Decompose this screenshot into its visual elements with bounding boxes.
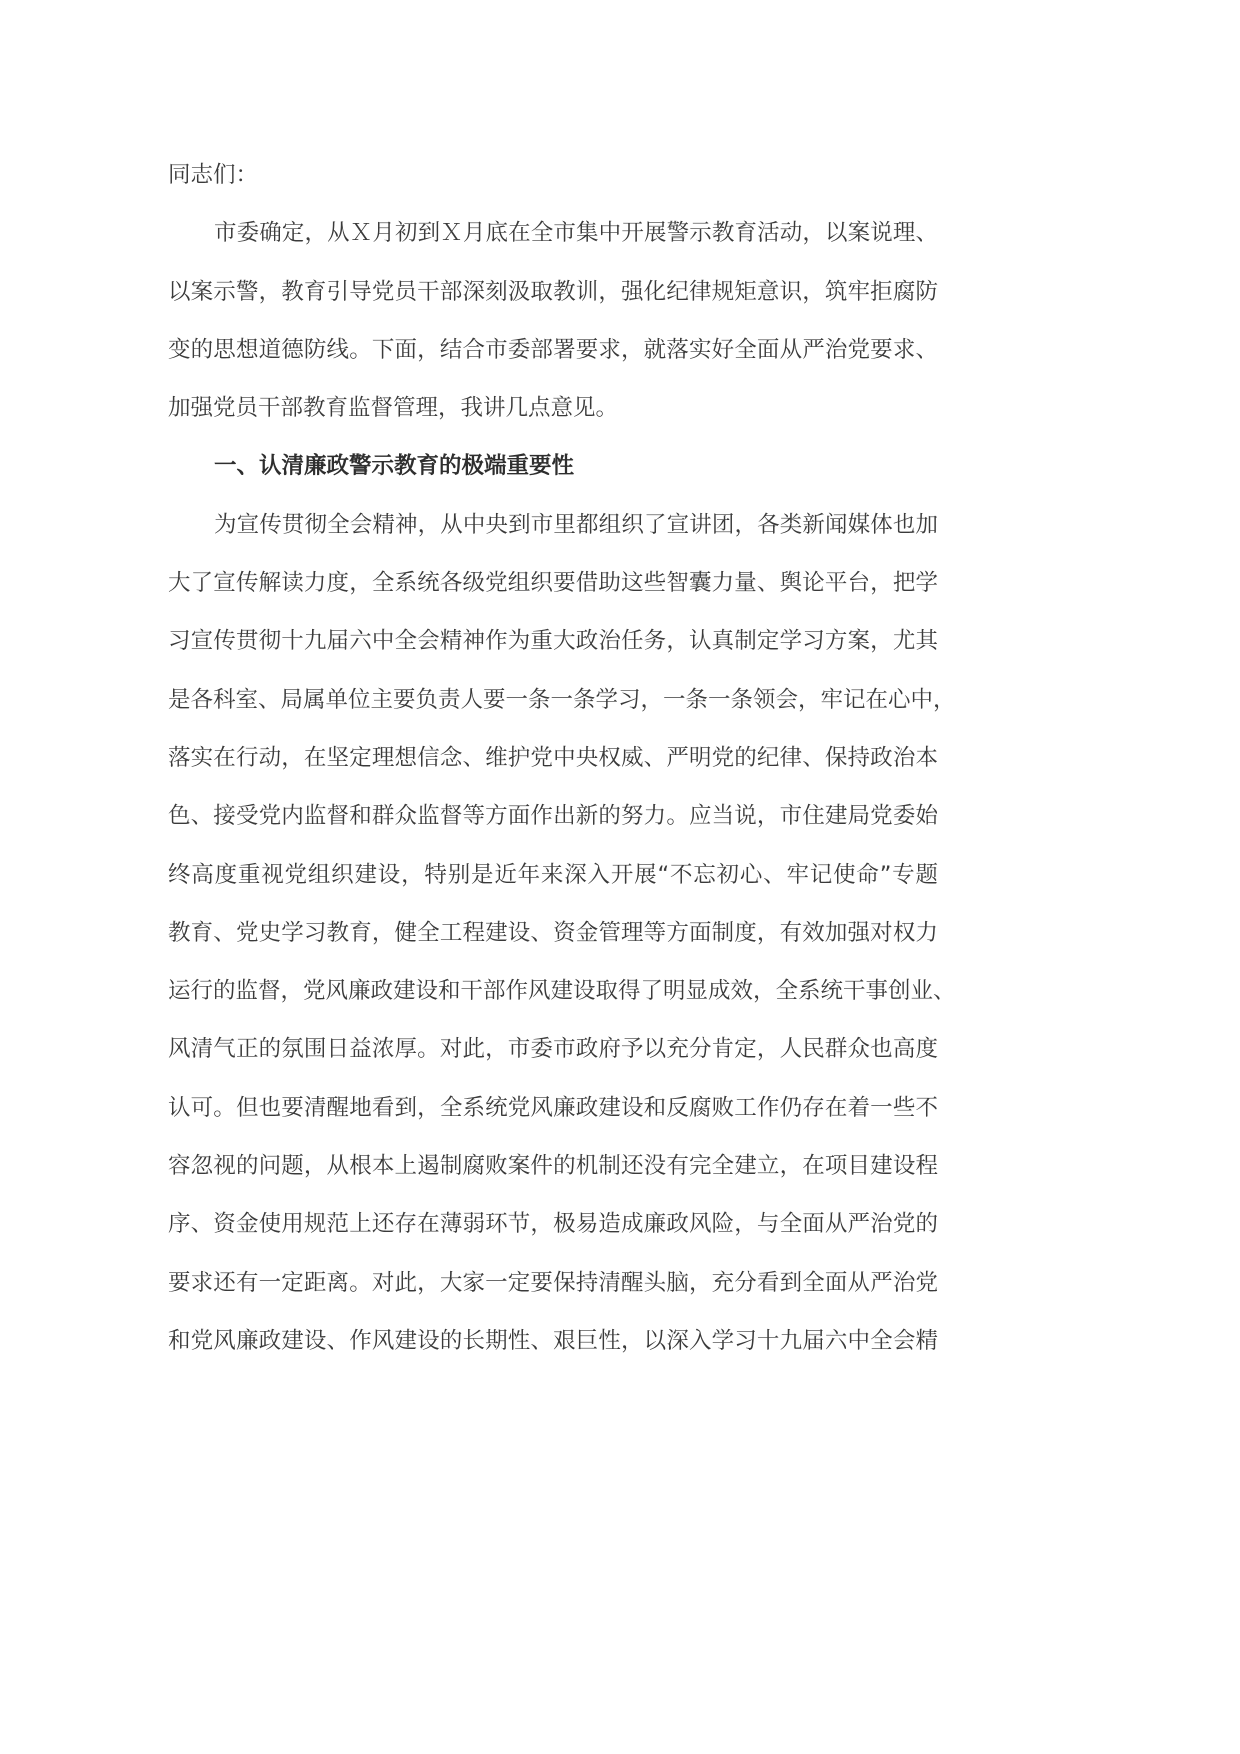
paragraph-line: 市委确定，从Ｘ月初到Ｘ月底在全市集中开展警示教育活动，以案说理、 xyxy=(214,220,938,247)
section-heading: 一、认清廉政警示教育的极端重要性 xyxy=(214,453,575,480)
paragraph-line: 风清气正的氛围日益浓厚。对此，市委市政府予以充分肯定，人民群众也高度 xyxy=(168,1036,938,1063)
paragraph-line: 色、接受党内监督和群众监督等方面作出新的努力。应当说，市住建局党委始 xyxy=(168,803,938,830)
paragraph-line: 要求还有一定距离。对此，大家一定要保持清醒头脑，充分看到全面从严治党 xyxy=(168,1269,938,1296)
paragraph-line: 为宣传贯彻全会精神，从中央到市里都组织了宣讲团，各类新闻媒体也加 xyxy=(214,511,938,538)
paragraph-line: 和党风廉政建设、作风建设的长期性、艰巨性，以深入学习十九届六中全会精 xyxy=(168,1327,938,1354)
paragraph-line: 习宣传贯彻十九届六中全会精神作为重大政治任务，认真制定学习方案，尤其 xyxy=(168,628,938,655)
paragraph-line: 运行的监督，党风廉政建设和干部作风建设取得了明显成效，全系统干事创业、 xyxy=(168,978,956,1005)
paragraph-line: 容忽视的问题，从根本上遏制腐败案件的机制还没有完全建立，在项目建设程 xyxy=(168,1153,938,1180)
paragraph-line: 落实在行动，在坚定理想信念、维护党中央权威、严明党的纪律、保持政治本 xyxy=(168,744,938,771)
paragraph-line: 序、资金使用规范上还存在薄弱环节，极易造成廉政风险，与全面从严治党的 xyxy=(168,1211,938,1238)
greeting: 同志们： xyxy=(168,162,259,188)
paragraph-line: 以案示警，教育引导党员干部深刻汲取教训，强化纪律规矩意识，筑牢拒腐防 xyxy=(168,278,938,305)
document-page xyxy=(168,157,956,1381)
paragraph-line: 认可。但也要清醒地看到，全系统党风廉政建设和反腐败工作仍存在着一些不 xyxy=(168,1094,938,1121)
paragraph-line: 变的思想道德防线。下面，结合市委部署要求，就落实好全面从严治党要求、 xyxy=(168,336,938,363)
paragraph-line: 大了宣传解读力度，全系统各级党组织要借助这些智囊力量、舆论平台，把学 xyxy=(168,570,938,597)
paragraph-line: 终高度重视党组织建设，特别是近年来深入开展“不忘初心、牢记使命”专题 xyxy=(168,861,938,888)
paragraph-body xyxy=(168,507,956,1381)
paragraph-intro xyxy=(168,215,938,448)
paragraph-line: 教育、党史学习教育，健全工程建设、资金管理等方面制度，有效加强对权力 xyxy=(168,919,938,946)
paragraph-line: 加强党员干部教育监督管理，我讲几点意见。 xyxy=(168,395,619,422)
paragraph-line: 是各科室、局属单位主要负责人要一条一条学习，一条一条领会，牢记在心中， xyxy=(168,686,956,713)
